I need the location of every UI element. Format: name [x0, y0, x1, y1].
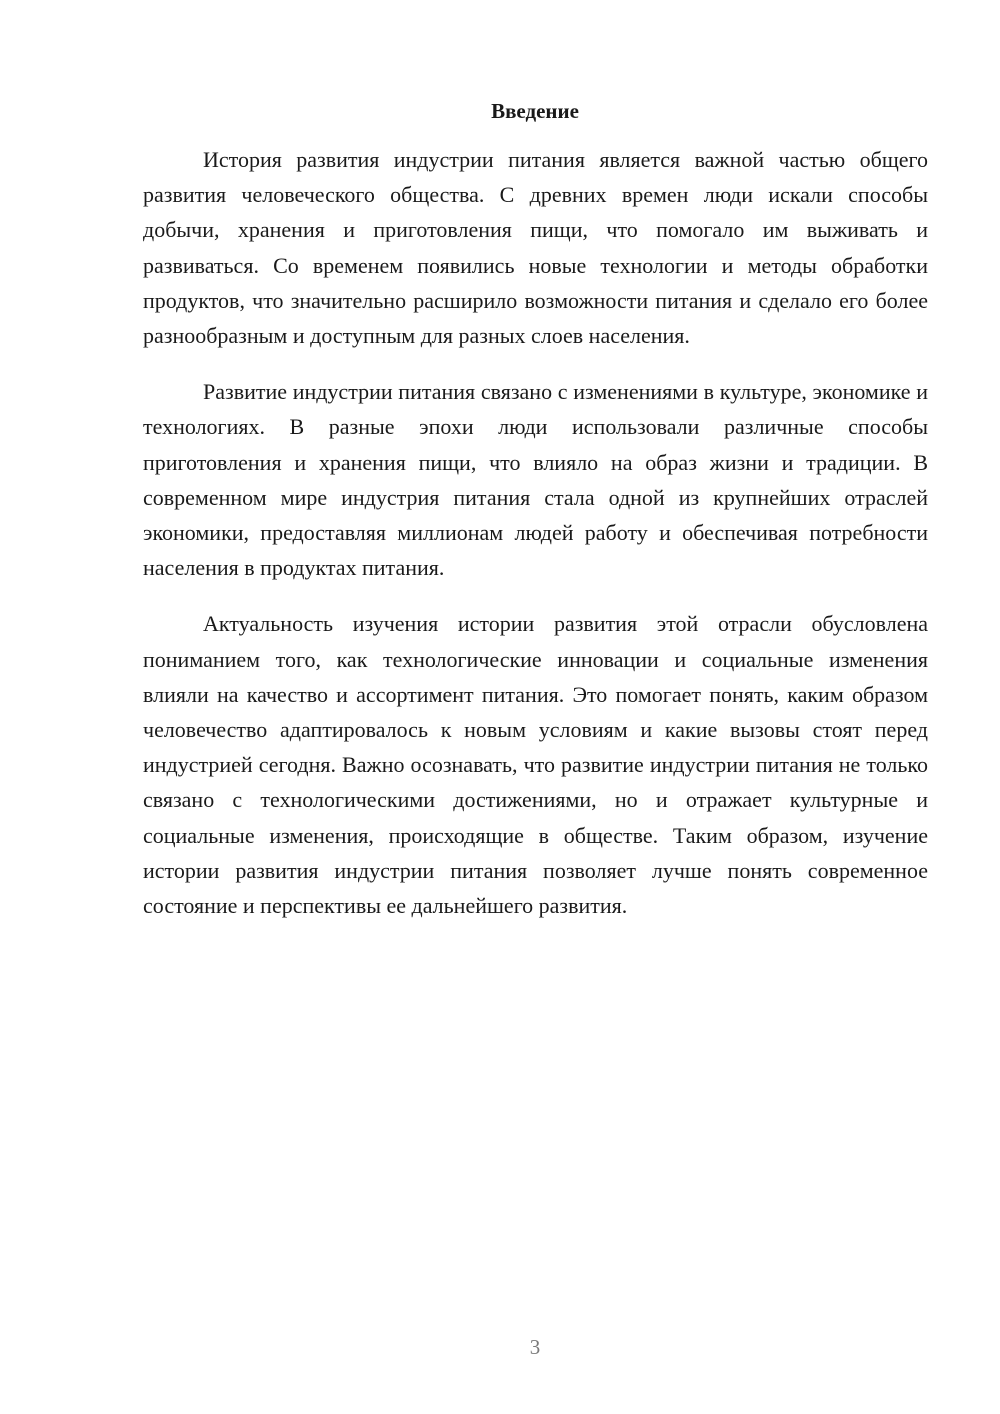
paragraph-1: История развития индустрии питания является важной частью общего развития человеческого общества. С древних времен люди искали способы добычи, хранения и приготовления пищи, что помогало им выживать и развиваться. Со временем появились новые технологии и методы обработки продуктов, что значительно расширило возможности питания и сделало его более разнообразным и доступным для разных слоев населения.: [143, 147, 928, 349]
section-title: Введение: [491, 99, 579, 123]
body-text: [143, 142, 928, 923]
page-number: 3: [529, 1335, 541, 1359]
paragraph-3: Актуальность изучения истории развития этой отрасли обусловлена пониманием того, как технологические инновации и социальные изменения влияли на качество и ассортимент питания. Это помогает понять, каким образом человечество адаптировалось к новым условиям и какие вызовы стоят перед индустрией сегодня. Важно осознавать, что развитие индустрии питания не только связано с технологическими достижениями, но и отражает культурные и социальные изменения, происходящие в обществе. Таким образом, изучение истории развития индустрии питания позволяет лучше понять современное состояние и перспективы ее дальнейшего развития.: [143, 611, 928, 919]
paragraph-2: Развитие индустрии питания связано с изменениями в культуре, экономике и технологиях. В разные эпохи люди использовали различные способы приготовления и хранения пищи, что влияло на образ жизни и традиции. В современном мире индустрия питания стала одной из крупнейших отраслей экономики, предоставляя миллионам людей работу и обеспечивая потребности населения в продуктах питания.: [143, 379, 928, 581]
